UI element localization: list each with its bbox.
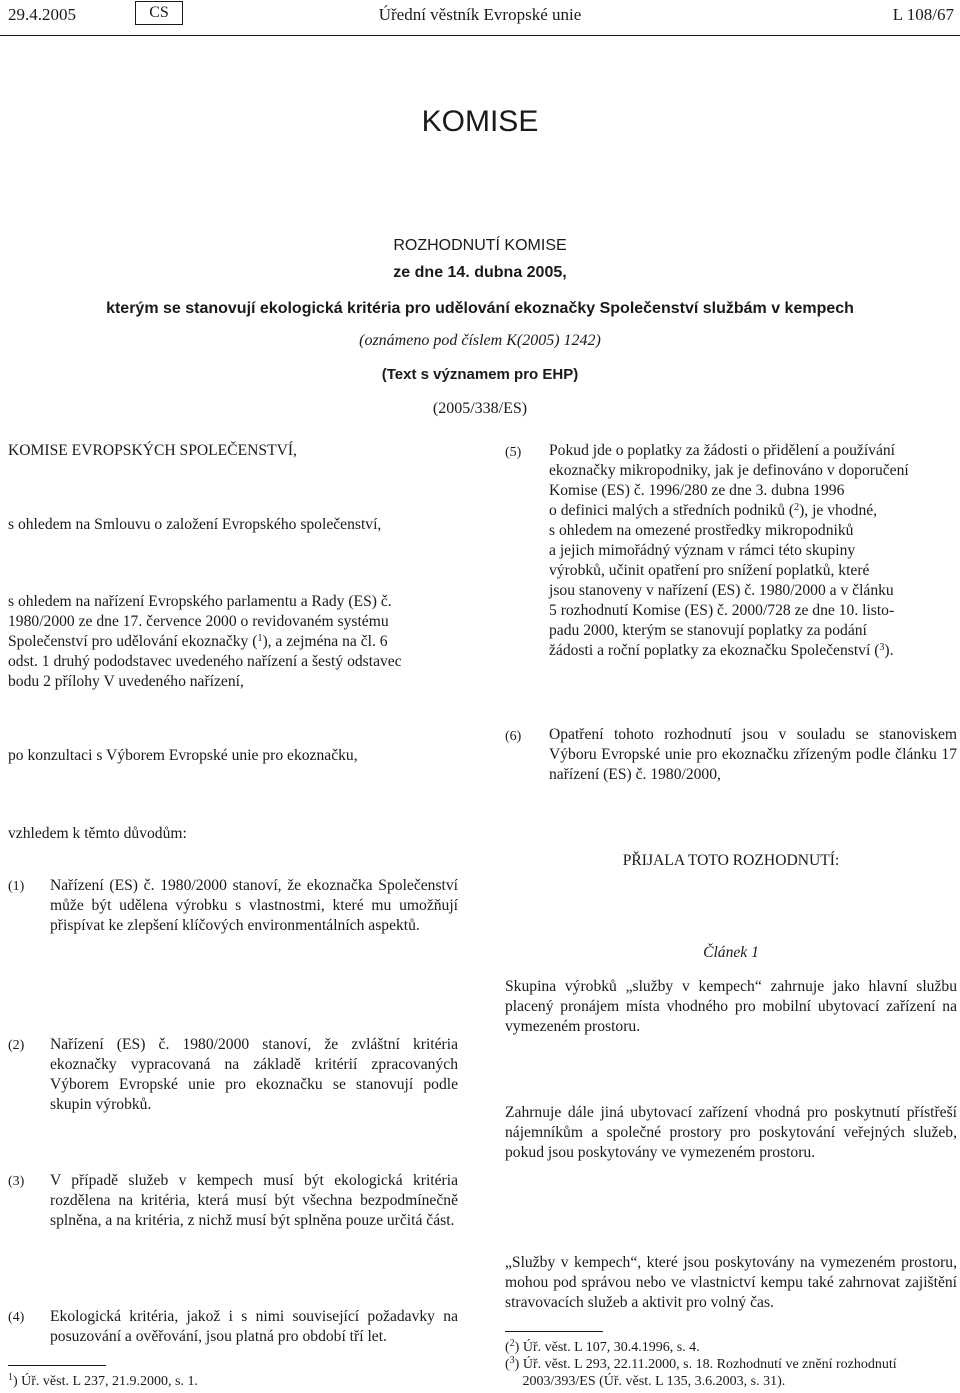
- notification-number: (oznámeno pod číslem K(2005) 1242): [359, 332, 601, 349]
- language-box: CS: [135, 1, 183, 25]
- commission-heading: KOMISE EVROPSKÝCH SPOLEČENSTVÍ,: [8, 442, 297, 459]
- recital-number: (1): [8, 879, 25, 894]
- whereas-heading: vzhledem k těmto důvodům:: [8, 825, 187, 842]
- recital-text: Ekologická kritéria, jakož i s nimi související požadavky na posuzování a ověřování, jsou platná pro období tří let.: [50, 1308, 458, 1345]
- section-heading: KOMISE: [421, 105, 539, 138]
- footnote-rule: [8, 1365, 106, 1366]
- having-regard-regulation: s ohledem na nařízení Evropského parlamentu a Rady (ES) č. 1980/2000 ze dne 17. července 2000 o revidovaném systému Společenství pro udělování ekoznačky ($^1$), a zejména na čl. 6 odst. 1 druhý pododstavec uvedeného nařízení a šestý odstavec bodu 2 přílohy V uvedeného nařízení,: [8, 593, 402, 690]
- header-rule: [0, 35, 960, 36]
- footnote-rule: [505, 1331, 603, 1332]
- article-paragraph: Skupina výrobků „služby v kempech“ zahrnuje jako hlavní službu placený pronájem místa vhodného pro mobilní ubytovací zařízení na vymezeném prostoru.: [505, 978, 957, 1035]
- recital-number: (2): [8, 1038, 25, 1053]
- after-consulting: po konzultaci s Výborem Evropské unie pro ekoznačku,: [8, 747, 358, 764]
- decision-date: ze dne 14. dubna 2005,: [393, 264, 567, 281]
- footnote-1: $^1$) Úř. věst. L 237, 21.9.2000, s. 1.: [8, 1372, 198, 1389]
- recital-text: Nařízení (ES) č. 1980/2000 stanoví, že zvláštní kritéria ekoznačky vypracovaná na základě kritérií zpracovaných Výborem Evropské unie pro ekoznačku se stanovují podle skupin výrobků.: [50, 1036, 458, 1113]
- journal-title: Úřední věstník Evropské unie: [378, 5, 582, 24]
- header-date: 29.4.2005: [8, 5, 76, 24]
- recital-text: Opatření tohoto rozhodnutí jsou v souladu se stanoviskem Výboru Evropské unie pro ekoznačku zřízeným podle článku 17 nařízení (ES) č. 1980/2000,: [549, 726, 957, 783]
- having-regard-treaty: s ohledem na Smlouvu o založení Evropského společenství,: [8, 516, 382, 533]
- recital-number: (6): [505, 729, 522, 744]
- adopted-heading: PŘIJALA TOTO ROZHODNUTÍ:: [622, 852, 840, 869]
- footnote-2: ($^2$) Úř. věst. L 107, 30.4.1996, s. 4.: [505, 1338, 700, 1355]
- article-paragraph: „Služby v kempech“, které jsou poskytovány na vymezeném prostoru, mohou pod správou nebo ve vlastnictví kempu také zahrnovat zajištění stravovacích služeb a aktivit pro volný čas.: [505, 1254, 957, 1311]
- recital-number: (3): [8, 1174, 25, 1189]
- decision-reference: (2005/338/ES): [432, 400, 528, 417]
- recital-number: (5): [505, 445, 522, 460]
- recital-text: Nařízení (ES) č. 1980/2000 stanoví, že ekoznačka Společenství může být udělena výrobku s vlastnostmi, které mu umožňují přispívat ke zlepšení klíčových environmentálních aspektů.: [50, 877, 458, 934]
- decision-subject: kterým se stanovují ekologická kritéria pro udělování ekoznačky Společenství službám v kempech: [106, 300, 854, 317]
- recital-text: Pokud jde o poplatky za žádosti o přidělení a používání ekoznačky mikropodniky, jak je definováno v doporučení Komise (ES) č. 1996/280 ze dne 3. dubna 1996 o definici malých a středních podniků ($^2$), je vhodné, s ohledem na omezené prostředky mikropodniků a jejich mimořádný význam v rámci této skupiny výrobků, učinit opatření pro snížení poplatků, které jsou stanoveny v nařízení (ES) č. 1980/2000 a v článku 5 rozhodnutí Komise (ES) č. 2000/728 ze dne 10. listo- padu 2000, kterým se stanovují poplatky za podání žádosti a roční poplatky za ekoznačku Společenství ($^3$).: [549, 442, 909, 659]
- decision-title: ROZHODNUTÍ KOMISE: [393, 237, 567, 254]
- article-title: Článek 1: [703, 944, 759, 961]
- recital-number: (4): [8, 1310, 25, 1325]
- article-paragraph: Zahrnuje dále jiná ubytovací zařízení vhodná pro poskytnutí přístřeší nájemníkům a společné prostory pro poskytování veřejných služeb, pokud jsou poskytovány ve vymezeném prostoru.: [505, 1104, 957, 1161]
- recital-text: V případě služeb v kempech musí být ekologická kritéria rozdělena na kritéria, která musí být všechna bezpodmínečně splněna, a na kritéria, z nichž musí být splněna pouze určitá část.: [50, 1172, 458, 1229]
- eea-relevance: (Text s významem pro EHP): [381, 366, 579, 383]
- page-reference: L 108/67: [892, 5, 954, 24]
- footnote-3: ($^3$) Úř. věst. L 293, 22.11.2000, s. 18. Rozhodnutí ve znění rozhodnutí 2003/393/ES (Úř. věst. L 135, 3.6.2003, s. 31).: [505, 1355, 897, 1389]
